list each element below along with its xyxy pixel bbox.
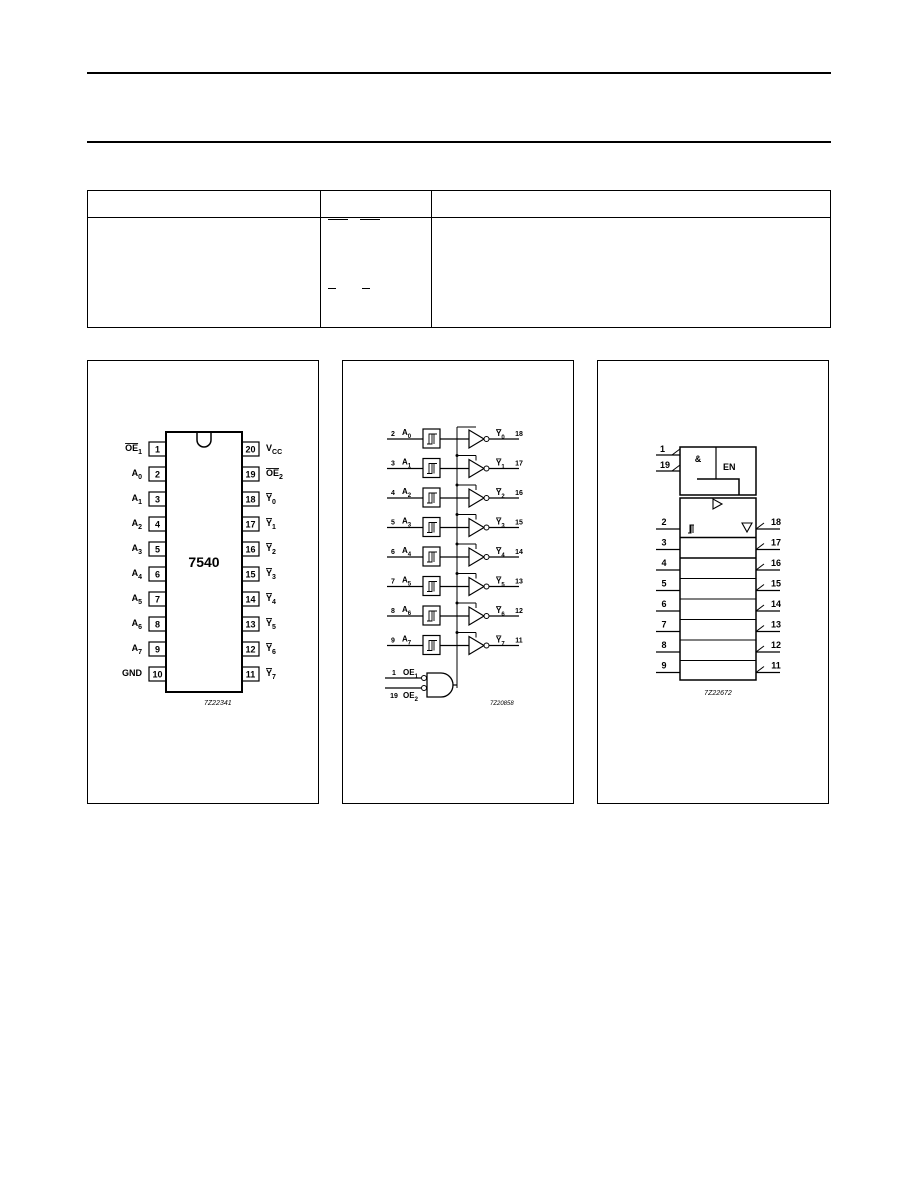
inverting-buffer bbox=[469, 637, 484, 655]
pin-number: 11 bbox=[245, 669, 256, 680]
pin-description-table bbox=[87, 190, 831, 328]
hysteresis-icon bbox=[427, 493, 437, 503]
pin-label: $Y_3$ bbox=[266, 568, 276, 581]
pin-number: 6 bbox=[154, 569, 161, 580]
schmitt-trigger bbox=[423, 488, 440, 507]
inverter-bubble bbox=[484, 584, 489, 589]
table-column-divider bbox=[320, 191, 321, 327]
and-symbol: & bbox=[694, 454, 702, 464]
output-pin-number: 12 bbox=[515, 608, 523, 615]
input-pin-number: 4 bbox=[661, 558, 667, 568]
polarity-indicator bbox=[672, 465, 680, 471]
enable-pin-number: 19 bbox=[660, 460, 671, 470]
polarity-indicator bbox=[756, 605, 764, 611]
pin-label: GND bbox=[122, 668, 142, 678]
input-pin-number: 4 bbox=[391, 490, 395, 497]
input-pin-number: 7 bbox=[661, 619, 667, 630]
inverter-bubble bbox=[422, 676, 427, 681]
enable-pin-number: 19 bbox=[390, 693, 398, 700]
input-label: $A_1$ bbox=[402, 457, 412, 470]
output-pin-number: 16 bbox=[515, 490, 523, 497]
output-label: $Y_2$ bbox=[496, 488, 505, 500]
schmitt-trigger bbox=[423, 459, 440, 478]
pin-number: 5 bbox=[154, 544, 161, 555]
pin-label: $A_1$ bbox=[131, 493, 142, 506]
pin-number: 17 bbox=[245, 519, 256, 530]
input-pin-number: 7 bbox=[391, 578, 395, 586]
header-rule bbox=[87, 141, 831, 143]
input-label: $A_5$ bbox=[402, 575, 412, 588]
enable-pin-number: 1 bbox=[660, 444, 666, 454]
inverter-bubble bbox=[484, 525, 489, 530]
output-pin-number: 15 bbox=[515, 519, 523, 527]
output-pin-number: 18 bbox=[515, 431, 523, 438]
polarity-indicator bbox=[756, 564, 764, 570]
buffer-symbol bbox=[713, 499, 722, 509]
polarity-indicator bbox=[672, 449, 680, 455]
pin-configuration-diagram bbox=[88, 361, 320, 805]
overline-mark bbox=[362, 288, 370, 289]
inverting-buffer bbox=[469, 607, 484, 625]
control-block bbox=[680, 447, 756, 495]
output-pin-number: 14 bbox=[515, 549, 523, 556]
polarity-indicator bbox=[756, 523, 764, 529]
polarity-indicator bbox=[756, 626, 764, 632]
pin-number: 10 bbox=[152, 669, 163, 680]
input-label: $A_2$ bbox=[402, 487, 412, 499]
inverter-bubble bbox=[484, 466, 489, 471]
pin-number: 18 bbox=[245, 494, 256, 505]
inverter-bubble bbox=[422, 686, 427, 691]
output-label: $Y_6$ bbox=[496, 606, 505, 618]
enable-pin-number: 1 bbox=[392, 670, 396, 677]
figure-code: 7Z22341 bbox=[204, 700, 232, 707]
polarity-indicator bbox=[756, 667, 764, 673]
inverting-buffer bbox=[469, 548, 484, 566]
pin-label: $Y_4$ bbox=[266, 593, 276, 606]
hysteresis-icon bbox=[427, 641, 437, 651]
polarity-indicator bbox=[756, 544, 764, 550]
output-label: $Y_4$ bbox=[496, 547, 505, 559]
pin-label: $Y_7$ bbox=[266, 668, 276, 681]
table-header-row bbox=[88, 191, 830, 218]
inverting-buffer bbox=[469, 489, 484, 507]
output-pin-number: 15 bbox=[770, 578, 782, 589]
output-pin-number: 11 bbox=[515, 637, 523, 645]
polarity-indicator bbox=[756, 646, 764, 652]
inverting-buffer bbox=[469, 460, 484, 478]
pin-number: 14 bbox=[245, 594, 256, 605]
pin-number: 1 bbox=[154, 444, 161, 455]
output-pin-number: 13 bbox=[515, 578, 523, 586]
pin-number: 16 bbox=[245, 544, 256, 555]
schmitt-trigger bbox=[423, 547, 440, 566]
figure-code: 7Z20858 bbox=[490, 701, 514, 707]
pin-number: 20 bbox=[245, 444, 256, 455]
pin-label: $Y_5$ bbox=[266, 618, 276, 631]
output-pin-number: 14 bbox=[770, 599, 782, 609]
figure-code: 7Z22672 bbox=[704, 690, 732, 697]
pin-label: $OE_2$ bbox=[266, 468, 283, 481]
pin-label: $A_4$ bbox=[131, 568, 142, 581]
enable-label: $OE_1$ bbox=[403, 668, 418, 680]
enable-label: EN bbox=[723, 462, 736, 472]
schmitt-trigger bbox=[423, 636, 440, 655]
hysteresis-icon bbox=[688, 525, 694, 533]
hysteresis-icon bbox=[427, 611, 437, 621]
pin-label: $A_2$ bbox=[131, 518, 142, 531]
output-label: $Y_0$ bbox=[496, 429, 505, 441]
output-pin-number: 16 bbox=[770, 558, 782, 568]
pin-label: $A_3$ bbox=[131, 543, 142, 556]
input-label: $A_3$ bbox=[402, 516, 412, 529]
output-label: $Y_1$ bbox=[496, 458, 505, 471]
hysteresis-icon bbox=[427, 464, 437, 474]
input-pin-number: 9 bbox=[391, 637, 395, 645]
output-pin-number: 17 bbox=[770, 537, 782, 548]
input-pin-number: 2 bbox=[391, 431, 395, 438]
input-label: $A_6$ bbox=[402, 605, 412, 617]
inverter-bubble bbox=[484, 437, 489, 442]
pin-number: 13 bbox=[245, 619, 256, 630]
iec-logic-symbol bbox=[598, 361, 830, 805]
input-pin-number: 5 bbox=[391, 519, 395, 527]
inverter-bubble bbox=[484, 496, 489, 501]
hysteresis-icon bbox=[427, 434, 437, 444]
control-notch bbox=[697, 479, 739, 495]
inverter-bubble bbox=[484, 614, 489, 619]
input-pin-number: 8 bbox=[661, 640, 667, 650]
pin-number: 19 bbox=[245, 469, 256, 480]
input-label: $A_4$ bbox=[402, 546, 412, 558]
inverting-buffer bbox=[469, 519, 484, 537]
input-pin-number: 3 bbox=[391, 460, 395, 468]
input-label: $A_0$ bbox=[402, 428, 412, 440]
ic-notch bbox=[197, 432, 211, 447]
overline-mark bbox=[328, 288, 336, 289]
schmitt-trigger bbox=[423, 577, 440, 596]
output-label: $Y_3$ bbox=[496, 517, 505, 530]
pin-label: $Y_6$ bbox=[266, 643, 276, 656]
input-pin-number: 6 bbox=[391, 549, 395, 556]
hysteresis-icon bbox=[427, 552, 437, 562]
logic-diagram-figure bbox=[342, 360, 574, 804]
polarity-indicator bbox=[756, 585, 764, 591]
output-pin-number: 18 bbox=[770, 517, 782, 527]
pin-label: $Y_2$ bbox=[266, 543, 276, 556]
pin-number: 12 bbox=[245, 644, 256, 655]
hysteresis-icon bbox=[427, 523, 437, 533]
pin-label: $Y_0$ bbox=[266, 493, 276, 506]
output-label: $Y_5$ bbox=[496, 576, 505, 589]
pin-label: $A_5$ bbox=[131, 593, 142, 606]
input-pin-number: 9 bbox=[661, 660, 667, 671]
pin-number: 3 bbox=[154, 494, 161, 505]
table-column-divider bbox=[431, 191, 432, 327]
output-pin-number: 17 bbox=[515, 460, 523, 468]
iec-logic-symbol-figure bbox=[597, 360, 829, 804]
pin-label: $OE_1$ bbox=[125, 443, 142, 456]
overline-mark bbox=[328, 219, 348, 220]
logic-diagram bbox=[343, 361, 575, 805]
pin-number: 2 bbox=[154, 469, 161, 480]
pin-label: $Y_1$ bbox=[266, 518, 276, 531]
output-pin-number: 12 bbox=[770, 640, 782, 650]
input-pin-number: 8 bbox=[391, 608, 395, 615]
and-gate bbox=[427, 673, 453, 697]
pin-number: 8 bbox=[154, 619, 161, 630]
pin-number: 4 bbox=[154, 519, 161, 530]
schmitt-trigger bbox=[423, 606, 440, 625]
schmitt-trigger bbox=[423, 518, 440, 537]
inverting-buffer bbox=[469, 430, 484, 448]
pin-number: 9 bbox=[154, 644, 161, 655]
pin-configuration-figure bbox=[87, 360, 319, 804]
output-pin-number: 13 bbox=[770, 619, 782, 630]
ic-part-number: 7540 bbox=[188, 554, 220, 570]
enable-label: $OE_2$ bbox=[403, 691, 418, 703]
inverter-bubble bbox=[484, 643, 489, 648]
overline-mark bbox=[360, 219, 380, 220]
pin-label: $A_7$ bbox=[131, 643, 142, 656]
input-pin-number: 2 bbox=[661, 517, 667, 527]
inverting-buffer bbox=[469, 578, 484, 596]
three-state-symbol bbox=[742, 523, 752, 532]
schmitt-trigger bbox=[423, 429, 440, 448]
input-pin-number: 3 bbox=[661, 537, 667, 548]
pin-label: $V_{CC}$ bbox=[266, 443, 283, 456]
input-pin-number: 6 bbox=[661, 599, 667, 609]
inverter-bubble bbox=[484, 555, 489, 560]
top-rule bbox=[87, 72, 831, 74]
output-pin-number: 11 bbox=[771, 660, 781, 671]
pin-label: $A_6$ bbox=[131, 618, 142, 631]
pin-number: 15 bbox=[245, 569, 256, 580]
pin-label: $A_0$ bbox=[131, 468, 142, 481]
pin-number: 7 bbox=[154, 594, 161, 605]
output-label: $Y_7$ bbox=[496, 635, 505, 648]
hysteresis-icon bbox=[427, 582, 437, 592]
input-pin-number: 5 bbox=[661, 578, 667, 589]
input-label: $A_7$ bbox=[402, 634, 412, 647]
